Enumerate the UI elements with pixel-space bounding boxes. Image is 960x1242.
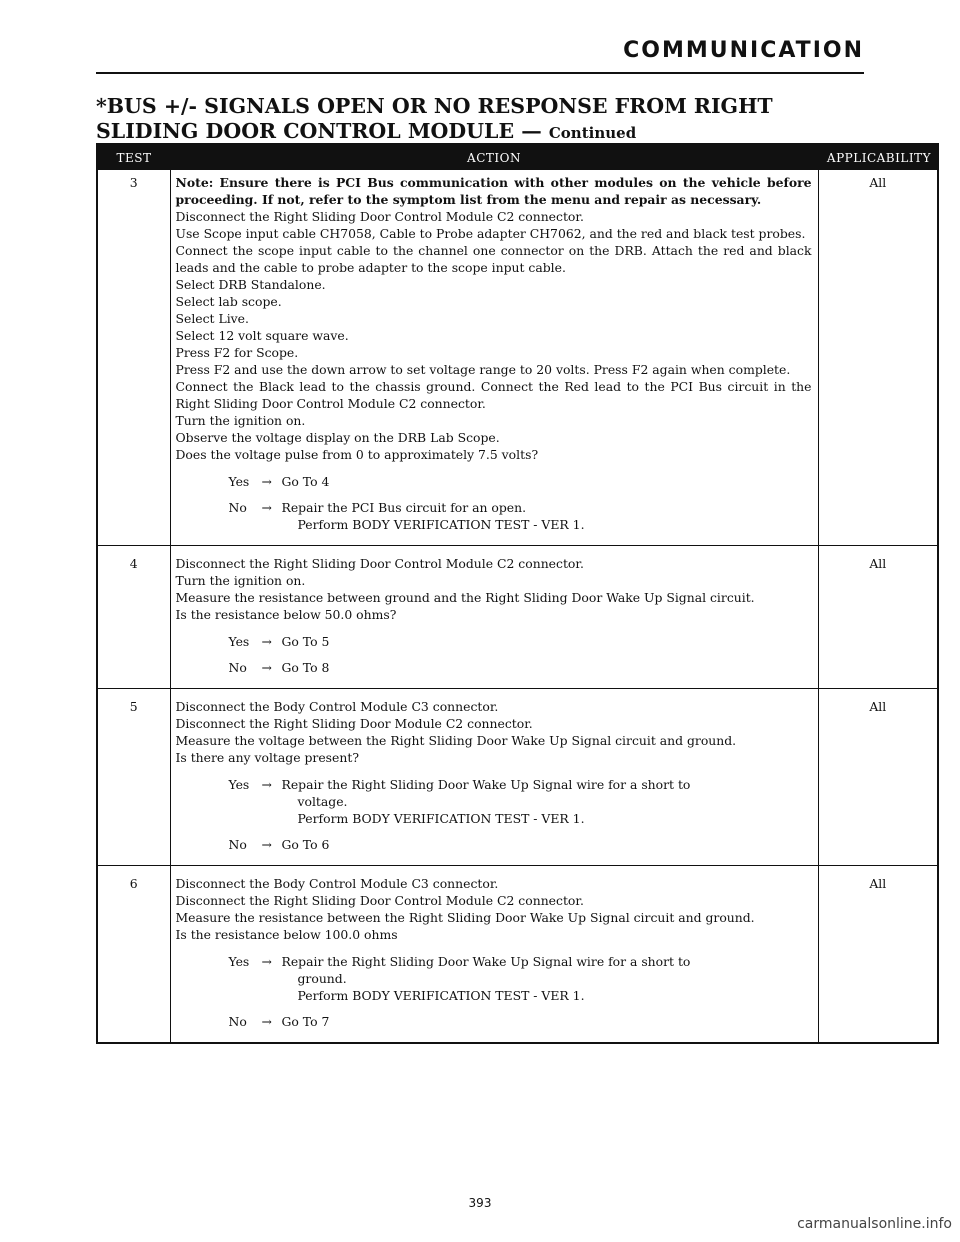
header-action: ACTION <box>170 144 818 170</box>
applicability-cell: All <box>818 689 938 866</box>
action-note: Note: Ensure there is PCI Bus communication with other modules on the vehicle before proceeding. If not, refer to the symptom list from the menu and repair as necessary. <box>175 175 812 207</box>
action-step: Turn the ignition on. <box>175 573 306 588</box>
answer-list <box>176 633 812 676</box>
answer-continuation: Perform BODY VERIFICATION TEST - VER 1. <box>297 517 585 532</box>
action-step: Disconnect the Right Sliding Door Control Module C2 connector. <box>175 893 584 908</box>
answer-first-line: Repair the PCI Bus circuit for an open. <box>281 500 527 515</box>
table-row <box>97 689 938 866</box>
section-name: COMMUNICATION <box>623 38 864 63</box>
watermark-text: carmanualsonline.info <box>797 1216 952 1232</box>
test-number: 3 <box>97 170 170 546</box>
test-number: 4 <box>97 546 170 689</box>
answer-label: Yes <box>228 634 250 649</box>
applicability-cell: All <box>818 866 938 1044</box>
answer-item <box>229 1013 812 1030</box>
action-step: Measure the resistance between the Right Sliding Door Wake Up Signal circuit and ground. <box>175 910 755 925</box>
arrow-right-icon: → <box>261 660 272 675</box>
action-step: Measure the voltage between the Right Sliding Door Wake Up Signal circuit and ground. <box>175 733 737 748</box>
page-header <box>96 38 864 74</box>
test-number: 6 <box>97 866 170 1044</box>
action-step: Observe the voltage display on the DRB Lab Scope. <box>175 430 500 445</box>
action-step: Disconnect the Body Control Module C3 connector. <box>175 876 499 891</box>
answer-item <box>229 953 812 1004</box>
arrow-right-icon: → <box>261 474 272 489</box>
answer-list <box>176 473 812 533</box>
action-step: Disconnect the Right Sliding Door Control Module C2 connector. <box>175 556 584 571</box>
answer-label: No <box>228 500 247 515</box>
answer-continuation: voltage. Perform BODY VERIFICATION TEST - VER 1. <box>297 794 585 826</box>
diagnostic-table <box>96 143 939 1044</box>
action-step: Press F2 and use the down arrow to set voltage range to 20 volts. Press F2 again when complete. <box>175 362 791 377</box>
action-cell <box>170 689 818 866</box>
arrow-right-icon: → <box>261 954 272 969</box>
arrow-right-icon: → <box>261 500 272 515</box>
arrow-right-icon: → <box>261 837 272 852</box>
answer-label: Yes <box>228 954 250 969</box>
answer-label: No <box>228 1014 247 1029</box>
answer-first-line: Go To 4 <box>281 474 330 489</box>
answer-text <box>282 499 812 533</box>
answer-text <box>282 953 812 1004</box>
table-row <box>97 866 938 1044</box>
table-body <box>97 170 938 1043</box>
answer-first-line: Go To 5 <box>281 634 330 649</box>
action-step: Select DRB Standalone. <box>175 277 326 292</box>
answer-text <box>282 473 812 490</box>
answer-item <box>229 473 812 490</box>
answer-continuation: ground. Perform BODY VERIFICATION TEST - VER 1. <box>297 971 585 1003</box>
answer-first-line: Repair the Right Sliding Door Wake Up Signal wire for a short to <box>281 777 691 792</box>
arrow-right-icon: → <box>261 634 272 649</box>
action-step: Select Live. <box>175 311 249 326</box>
answer-first-line: Go To 8 <box>281 660 330 675</box>
answer-item <box>229 836 812 853</box>
table-row <box>97 170 938 546</box>
answer-item <box>229 499 812 533</box>
title-main: *BUS +/- SIGNALS OPEN OR NO RESPONSE FROM RIGHT SLIDING DOOR CONTROL MODULE — <box>96 94 773 143</box>
answer-label: Yes <box>228 474 250 489</box>
action-step: Select lab scope. <box>175 294 282 309</box>
header-test: TEST <box>97 144 170 170</box>
applicability-cell: All <box>818 170 938 546</box>
action-step: Select 12 volt square wave. <box>175 328 349 343</box>
answer-first-line: Go To 6 <box>281 837 330 852</box>
action-step: Connect the Black lead to the chassis ground. Connect the Red lead to the PCI Bus circuit in the Right Sliding Door Control Module C2 connector. <box>175 379 812 411</box>
answer-label: Yes <box>228 777 250 792</box>
action-step: Press F2 for Scope. <box>175 345 299 360</box>
answer-item <box>229 776 812 827</box>
answer-list <box>176 953 812 1030</box>
answer-label: No <box>228 660 247 675</box>
action-step: Is the resistance below 100.0 ohms <box>175 927 398 942</box>
answer-label: No <box>228 837 247 852</box>
action-step: Disconnect the Right Sliding Door Control Module C2 connector. <box>175 209 584 224</box>
answer-text <box>282 659 812 676</box>
action-step: Does the voltage pulse from 0 to approximately 7.5 volts? <box>175 447 539 462</box>
header-applicability: APPLICABILITY <box>818 144 938 170</box>
action-step: Disconnect the Right Sliding Door Module C2 connector. <box>175 716 533 731</box>
page-number: 393 <box>468 1196 492 1210</box>
table-header-row <box>97 144 938 170</box>
answer-text <box>282 776 812 827</box>
answer-first-line: Repair the Right Sliding Door Wake Up Signal wire for a short to <box>281 954 691 969</box>
answer-item <box>229 633 812 650</box>
title-continued: Continued <box>548 124 637 142</box>
answer-text <box>282 836 812 853</box>
action-cell <box>170 866 818 1044</box>
action-cell <box>170 546 818 689</box>
action-step: Connect the scope input cable to the channel one connector on the DRB. Attach the red and black leads and the cable to probe adapter to the scope input cable. <box>175 243 812 275</box>
answer-item <box>229 659 812 676</box>
arrow-right-icon: → <box>261 1014 272 1029</box>
answer-list <box>176 776 812 853</box>
action-step: Is the resistance below 50.0 ohms? <box>175 607 397 622</box>
arrow-right-icon: → <box>261 777 272 792</box>
section-title <box>96 94 864 146</box>
answer-text <box>282 1013 812 1030</box>
action-cell <box>170 170 818 546</box>
action-step: Measure the resistance between ground and the Right Sliding Door Wake Up Signal circuit. <box>175 590 755 605</box>
answer-text <box>282 633 812 650</box>
action-step: Is there any voltage present? <box>175 750 359 765</box>
action-step: Use Scope input cable CH7058, Cable to Probe adapter CH7062, and the red and black test probes. <box>175 226 806 241</box>
action-step: Disconnect the Body Control Module C3 connector. <box>175 699 499 714</box>
test-number: 5 <box>97 689 170 866</box>
applicability-cell: All <box>818 546 938 689</box>
answer-first-line: Go To 7 <box>281 1014 330 1029</box>
table-row <box>97 546 938 689</box>
action-step: Turn the ignition on. <box>175 413 306 428</box>
